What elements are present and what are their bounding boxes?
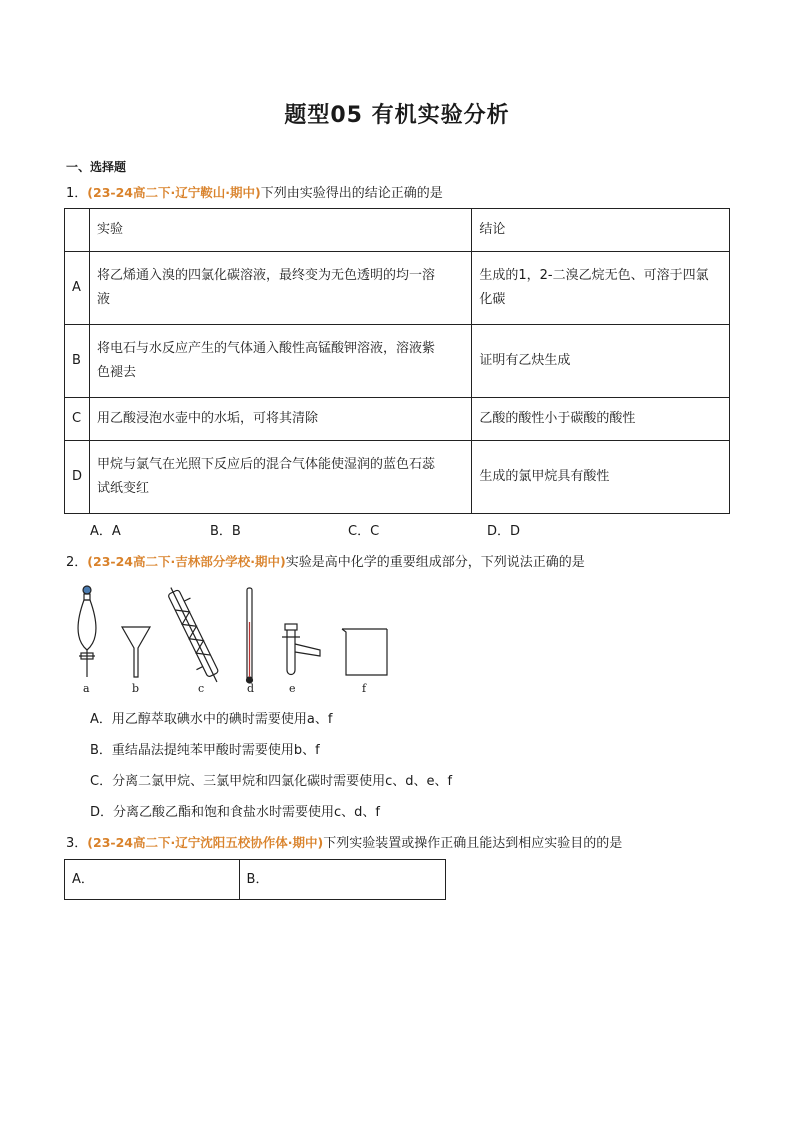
separatory-funnel-icon [78,586,96,677]
figure-label-d: d [247,682,255,695]
question-2 [66,552,585,573]
table-row [65,325,730,398]
figure-label-c: c [198,682,205,695]
row-label: B [65,325,90,398]
conclusion-cell: 生成的氯甲烷具有酸性 [472,441,730,514]
table-row [65,252,730,325]
figure-label-f: f [362,682,367,695]
option-c[interactable]: C．C [348,524,380,539]
table-header-row [65,209,730,252]
conclusion-cell: 乙酸的酸性小于碳酸的酸性 [472,398,730,441]
option-cell-a[interactable]: A． [65,860,240,900]
cell-line: 化碳 [479,292,506,307]
option-cell-b[interactable]: B． [239,860,445,900]
cell-line: 将乙烯通入溴的四氯化碳溶液，最终变为无色透明的均一溶 [97,268,436,283]
option-a[interactable]: A．A [90,524,121,539]
row-label: D [65,441,90,514]
figure-label-e: e [289,682,296,695]
question-stem: 下列由实验得出的结论正确的是 [260,186,443,201]
conclusion-cell: 证明有乙炔生成 [472,325,730,398]
experiment-cell [90,325,472,398]
figure-label-a: a [83,682,90,695]
question-3 [66,833,622,854]
apparatus-figure [70,582,400,697]
section-heading: 一、选择题 [66,160,127,174]
source-tag: (23-24高二下·吉林部分学校·期中) [87,554,286,569]
cell-line: 生成的1，2-二溴乙烷无色、可溶于四氯 [479,268,709,283]
header-cell [65,209,90,252]
source-tag: (23-24高二下·辽宁鞍山·期中) [87,185,261,200]
header-cell: 实验 [90,209,472,252]
thermometer-icon [247,588,253,683]
option-d[interactable]: D．D [487,524,521,539]
apparatus-drawing [70,582,400,697]
experiment-cell: 用乙酸浸泡水壶中的水垢，可将其清除 [90,398,472,441]
condenser-icon [159,582,228,688]
q2-option-d[interactable]: D．分离乙酸乙酯和饱和食盐水时需要使用c、d、f [90,805,380,820]
q2-option-b[interactable]: B．重结晶法提纯苯甲酸时需要使用b、f [90,743,320,758]
funnel-icon [122,627,150,677]
table-row [65,441,730,514]
cell-line: 色褪去 [97,365,137,380]
conclusion-cell [472,252,730,325]
row-label: A [65,252,90,325]
option-b[interactable]: B．B [210,524,241,539]
q1-table [64,208,730,514]
cell-line: 将电石与水反应产生的气体通入酸性高锰酸钾溶液，溶液紫 [97,341,436,356]
cell-line: 甲烷与氯气在光照下反应后的混合气体能使湿润的蓝色石蕊 [97,457,436,472]
distillation-tube-icon [282,624,320,675]
question-1 [66,183,443,204]
row-label: C [65,398,90,441]
header-cell: 结论 [472,209,730,252]
q2-option-c[interactable]: C．分离二氯甲烷、三氯甲烷和四氯化碳时需要使用c、d、e、f [90,774,453,789]
table-row [65,860,446,900]
table-row [65,398,730,441]
experiment-cell [90,441,472,514]
q3-table [64,859,446,900]
beaker-icon [342,629,387,675]
question-stem: 实验是高中化学的重要组成部分，下列说法正确的是 [285,555,585,570]
experiment-cell [90,252,472,325]
q1-options [0,520,794,540]
source-tag: (23-24高二下·辽宁沈阳五校协作体·期中) [87,835,324,850]
question-number: 3． [66,836,88,851]
page-title: 题型05 有机实验分析 [284,103,510,128]
cell-line: 液 [97,292,111,307]
figure-label-b: b [132,682,140,695]
question-number: 1． [66,186,88,201]
cell-line: 试纸变红 [97,481,150,496]
question-number: 2． [66,555,88,570]
q2-option-a[interactable]: A．用乙醇萃取碘水中的碘时需要使用a、f [90,712,333,727]
question-stem: 下列实验装置或操作正确且能达到相应实验目的的是 [323,836,623,851]
